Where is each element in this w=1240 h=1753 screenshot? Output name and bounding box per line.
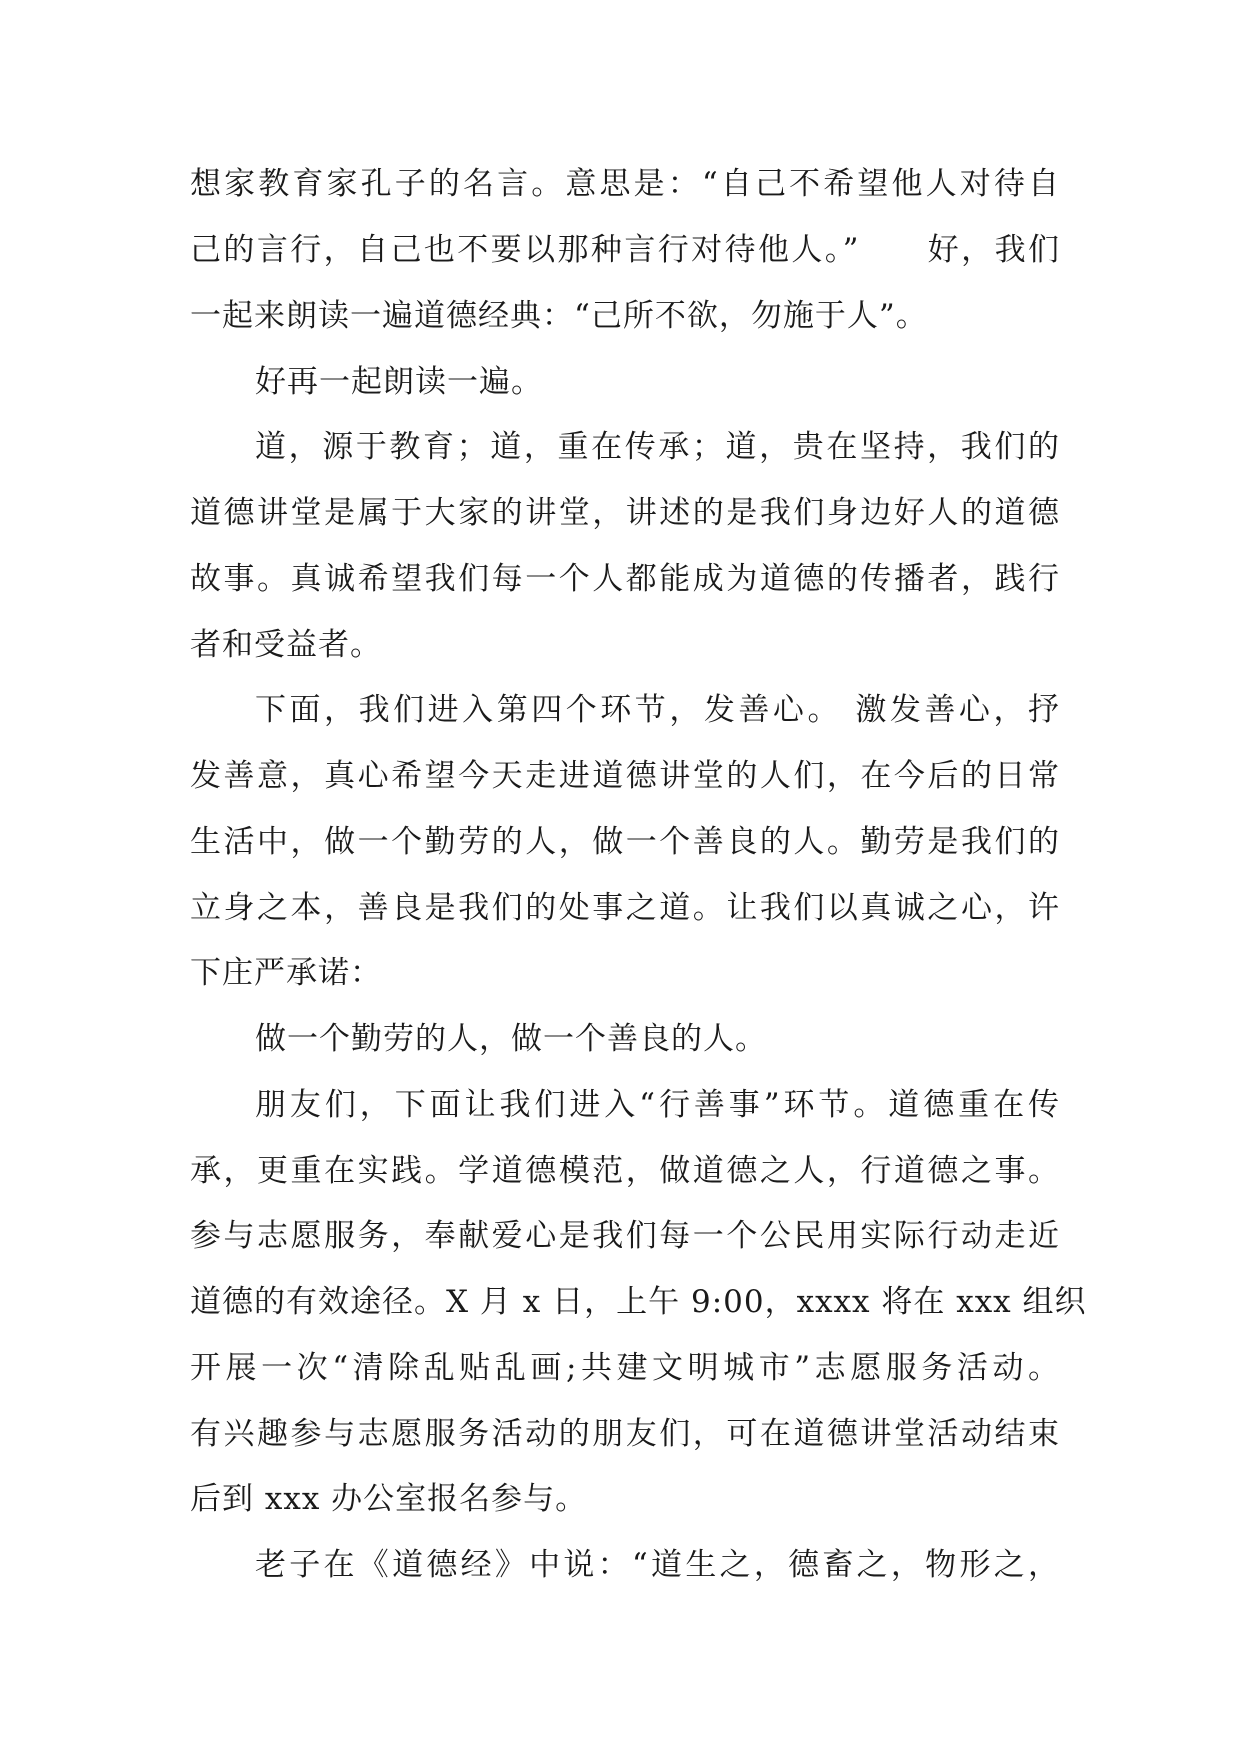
text-line: 承，更重在实践。学道德模范，做道德之人，行道德之事。	[190, 1153, 1060, 1189]
text-line: 一起来朗读一遍道德经典：“己所不欲，勿施于人”。	[190, 298, 928, 334]
text-line: 想家教育家孔子的名言。意思是：“自己不希望他人对待自	[190, 166, 1060, 202]
text-line: 故事。真诚希望我们每一个人都能成为道德的传播者，践行	[190, 561, 1060, 597]
text-line: 参与志愿服务，奉献爱心是我们每一个公民用实际行动走近	[190, 1218, 1060, 1254]
text-line: 发善意，真心希望今天走进道德讲堂的人们，在今后的日常	[190, 758, 1060, 794]
text-line: 好再一起朗读一遍。	[255, 364, 543, 400]
text-line: 做一个勤劳的人，做一个善良的人。	[255, 1021, 767, 1057]
text-line: 道德的有效途径。X 月 x 日，上午 9:00，xxxx 将在 xxx 组织	[190, 1284, 1087, 1320]
text-line: 者和受益者。	[190, 627, 382, 663]
text-line: 有兴趣参与志愿服务活动的朋友们，可在道德讲堂活动结束	[190, 1416, 1060, 1452]
text-line: 己的言行，自己也不要以那种言行对待他人。” 好，我们	[190, 232, 1060, 268]
text-line: 立身之本，善良是我们的处事之道。让我们以真诚之心，许	[190, 890, 1060, 926]
text-line: 生活中，做一个勤劳的人，做一个善良的人。勤劳是我们的	[190, 824, 1060, 860]
text-line: 道德讲堂是属于大家的讲堂，讲述的是我们身边好人的道德	[190, 495, 1060, 531]
text-line: 老子在《道德经》中说：“道生之，德畜之，物形之，	[255, 1547, 1060, 1583]
text-line: 朋友们，下面让我们进入“行善事”环节。道德重在传	[255, 1087, 1060, 1123]
text-line: 下面，我们进入第四个环节，发善心。 激发善心，抒	[255, 692, 1060, 728]
text-line: 开展一次“清除乱贴乱画;共建文明城市”志愿服务活动。	[190, 1350, 1060, 1386]
text-line: 道，源于教育；道，重在传承；道，贵在坚持，我们的	[255, 429, 1060, 465]
text-line: 下庄严承诺：	[190, 955, 382, 991]
text-line: 后到 xxx 办公室报名参与。	[190, 1481, 588, 1517]
